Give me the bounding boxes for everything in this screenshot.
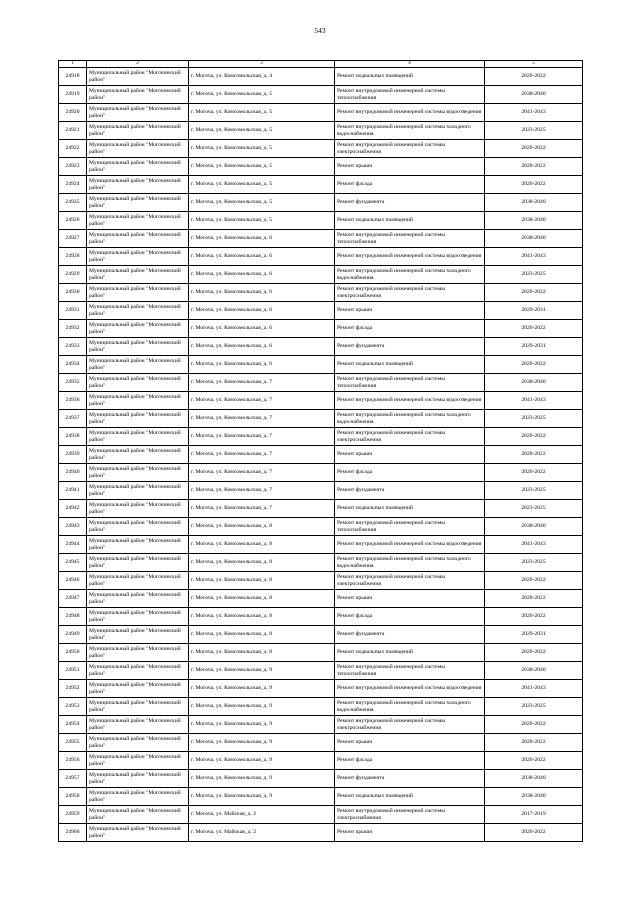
period-cell: 2020-2022: [485, 446, 583, 464]
work-type-cell: Ремонт внутридомовой инженерной системы электроснабжения: [335, 716, 485, 734]
row-id-cell: 24948: [59, 608, 87, 626]
period-cell: 2020-2022: [485, 320, 583, 338]
table-row: [59, 464, 583, 482]
table-row: [59, 590, 583, 608]
period-cell: 2023-2025: [485, 500, 583, 518]
row-id-cell: 24923: [59, 158, 87, 176]
table-row: [59, 104, 583, 122]
table-row: [59, 176, 583, 194]
municipality-cell: Муниципальный район "Могочинский район": [87, 158, 189, 176]
period-cell: 2038-2040: [485, 374, 583, 392]
period-cell: 2038-2040: [485, 230, 583, 248]
table-row: [59, 194, 583, 212]
work-type-cell: Ремонт внутридомовой инженерной системы водоотведения: [335, 392, 485, 410]
address-cell: г. Могоча, ул. Комсомольская, д. 7: [189, 428, 335, 446]
period-cell: 2023-2025: [485, 410, 583, 428]
address-cell: г. Могоча, ул. Комсомольская, д. 5: [189, 140, 335, 158]
column-number-row: [59, 61, 583, 68]
table-row: [59, 680, 583, 698]
municipality-cell: Муниципальный район "Могочинский район": [87, 824, 189, 842]
period-cell: 2020-2022: [485, 590, 583, 608]
table-row: [59, 356, 583, 374]
work-type-cell: Ремонт крыши: [335, 590, 485, 608]
table-row: [59, 662, 583, 680]
row-id-cell: 24953: [59, 698, 87, 716]
column-header: 2: [87, 61, 189, 68]
column-header: 1: [59, 61, 87, 68]
period-cell: 2041-2043: [485, 680, 583, 698]
table-row: [59, 572, 583, 590]
period-cell: 2041-2043: [485, 248, 583, 266]
table-row: [59, 428, 583, 446]
address-cell: г. Могоча, ул. Комсомольская, д. 7: [189, 500, 335, 518]
table-row: [59, 626, 583, 644]
repair-schedule-table: [58, 60, 583, 842]
address-cell: г. Могоча, ул. Комсомольская, д. 7: [189, 410, 335, 428]
work-type-cell: Ремонт внутридомовой инженерной системы водоотведения: [335, 104, 485, 122]
work-type-cell: Ремонт фундамента: [335, 482, 485, 500]
period-cell: 2038-2040: [485, 212, 583, 230]
municipality-cell: Муниципальный район "Могочинский район": [87, 662, 189, 680]
municipality-cell: Муниципальный район "Могочинский район": [87, 626, 189, 644]
table-row: [59, 248, 583, 266]
municipality-cell: Муниципальный район "Могочинский район": [87, 176, 189, 194]
column-header: 5: [485, 61, 583, 68]
row-id-cell: 24952: [59, 680, 87, 698]
work-type-cell: Ремонт крыши: [335, 824, 485, 842]
municipality-cell: Муниципальный район "Могочинский район": [87, 68, 189, 86]
period-cell: 2020-2022: [485, 644, 583, 662]
table-row: [59, 500, 583, 518]
table-row: [59, 536, 583, 554]
work-type-cell: Ремонт фасада: [335, 464, 485, 482]
municipality-cell: Муниципальный район "Могочинский район": [87, 194, 189, 212]
row-id-cell: 24933: [59, 338, 87, 356]
period-cell: 2020-2022: [485, 716, 583, 734]
address-cell: г. Могоча, ул. Комсомольская, д. 9: [189, 662, 335, 680]
column-header: 3: [189, 61, 335, 68]
period-cell: 2017-2019: [485, 806, 583, 824]
table-row: [59, 140, 583, 158]
table-row: [59, 446, 583, 464]
table-row: [59, 698, 583, 716]
address-cell: г. Могоча, ул. Комсомольская, д. 5: [189, 176, 335, 194]
table-row: [59, 86, 583, 104]
municipality-cell: Муниципальный район "Могочинский район": [87, 752, 189, 770]
address-cell: г. Могоча, ул. Комсомольская, д. 8: [189, 536, 335, 554]
table-row: [59, 374, 583, 392]
period-cell: 2038-2040: [485, 194, 583, 212]
row-id-cell: 24936: [59, 392, 87, 410]
work-type-cell: Ремонт внутридомовой инженерной системы электроснабжения: [335, 572, 485, 590]
address-cell: г. Могоча, ул. Комсомольская, д. 6: [189, 356, 335, 374]
work-type-cell: Ремонт внутридомовой инженерной системы теплоснабжения: [335, 662, 485, 680]
municipality-cell: Муниципальный район "Могочинский район": [87, 338, 189, 356]
table-row: [59, 284, 583, 302]
municipality-cell: Муниципальный район "Могочинский район": [87, 680, 189, 698]
row-id-cell: 24950: [59, 644, 87, 662]
address-cell: г. Могоча, ул. Комсомольская, д. 6: [189, 230, 335, 248]
row-id-cell: 24959: [59, 806, 87, 824]
address-cell: г. Могоча, ул. Комсомольская, д. 7: [189, 446, 335, 464]
work-type-cell: Ремонт внутридомовой инженерной системы электроснабжения: [335, 284, 485, 302]
row-id-cell: 24938: [59, 428, 87, 446]
table-row: [59, 338, 583, 356]
period-cell: 2029-2031: [485, 302, 583, 320]
period-cell: 2038-2040: [485, 662, 583, 680]
address-cell: г. Могоча, ул. Комсомольская, д. 5: [189, 104, 335, 122]
address-cell: г. Могоча, ул. Комсомольская, д. 7: [189, 464, 335, 482]
address-cell: г. Могоча, ул. Комсомольская, д. 9: [189, 788, 335, 806]
address-cell: г. Могоча, ул. Комсомольская, д. 7: [189, 392, 335, 410]
work-type-cell: Ремонт фундамента: [335, 770, 485, 788]
municipality-cell: Муниципальный район "Могочинский район": [87, 536, 189, 554]
work-type-cell: Ремонт подвальных помещений: [335, 500, 485, 518]
row-id-cell: 24942: [59, 500, 87, 518]
period-cell: 2029-2031: [485, 626, 583, 644]
address-cell: г. Могоча, ул. Комсомольская, д. 8: [189, 518, 335, 536]
address-cell: г. Могоча, ул. Комсомольская, д. 9: [189, 698, 335, 716]
period-cell: 2020-2022: [485, 734, 583, 752]
period-cell: 2020-2022: [485, 356, 583, 374]
table-row: [59, 302, 583, 320]
work-type-cell: Ремонт подвальных помещений: [335, 212, 485, 230]
row-id-cell: 24924: [59, 176, 87, 194]
municipality-cell: Муниципальный район "Могочинский район": [87, 248, 189, 266]
municipality-cell: Муниципальный район "Могочинский район": [87, 518, 189, 536]
address-cell: г. Могоча, ул. Комсомольская, д. 6: [189, 302, 335, 320]
work-type-cell: Ремонт внутридомовой инженерной системы теплоснабжения: [335, 86, 485, 104]
row-id-cell: 24951: [59, 662, 87, 680]
period-cell: 2023-2025: [485, 698, 583, 716]
work-type-cell: Ремонт подвальных помещений: [335, 788, 485, 806]
address-cell: г. Могоча, ул. Комсомольская, д. 5: [189, 194, 335, 212]
row-id-cell: 24939: [59, 446, 87, 464]
period-cell: 2041-2043: [485, 392, 583, 410]
address-cell: г. Могоча, ул. Майская, д. 2: [189, 806, 335, 824]
row-id-cell: 24944: [59, 536, 87, 554]
work-type-cell: Ремонт фундамента: [335, 338, 485, 356]
municipality-cell: Муниципальный район "Могочинский район": [87, 86, 189, 104]
table-row: [59, 716, 583, 734]
address-cell: г. Могоча, ул. Комсомольская, д. 9: [189, 680, 335, 698]
municipality-cell: Муниципальный район "Могочинский район": [87, 266, 189, 284]
row-id-cell: 24941: [59, 482, 87, 500]
work-type-cell: Ремонт внутридомовой инженерной системы электроснабжения: [335, 428, 485, 446]
row-id-cell: 24949: [59, 626, 87, 644]
table-row: [59, 518, 583, 536]
municipality-cell: Муниципальный район "Могочинский район": [87, 302, 189, 320]
municipality-cell: Муниципальный район "Могочинский район": [87, 122, 189, 140]
row-id-cell: 24943: [59, 518, 87, 536]
address-cell: г. Могоча, ул. Комсомольская, д. 9: [189, 716, 335, 734]
work-type-cell: Ремонт подвальных помещений: [335, 356, 485, 374]
page-number: 543: [314, 26, 326, 35]
table-row: [59, 644, 583, 662]
row-id-cell: 24918: [59, 68, 87, 86]
work-type-cell: Ремонт подвальных помещений: [335, 644, 485, 662]
row-id-cell: 24925: [59, 194, 87, 212]
period-cell: 2038-2040: [485, 770, 583, 788]
municipality-cell: Муниципальный район "Могочинский район": [87, 482, 189, 500]
address-cell: г. Могоча, ул. Комсомольская, д. 8: [189, 644, 335, 662]
period-cell: 2041-2043: [485, 536, 583, 554]
row-id-cell: 24957: [59, 770, 87, 788]
address-cell: г. Могоча, ул. Комсомольская, д. 7: [189, 374, 335, 392]
work-type-cell: Ремонт внутридомовой инженерной системы холодного водоснабжения: [335, 554, 485, 572]
municipality-cell: Муниципальный район "Могочинский район": [87, 356, 189, 374]
row-id-cell: 24940: [59, 464, 87, 482]
address-cell: г. Могоча, ул. Комсомольская, д. 4: [189, 68, 335, 86]
address-cell: г. Могоча, ул. Комсомольская, д. 5: [189, 122, 335, 140]
address-cell: г. Могоча, ул. Комсомольская, д. 6: [189, 248, 335, 266]
table-row: [59, 752, 583, 770]
row-id-cell: 24932: [59, 320, 87, 338]
row-id-cell: 24930: [59, 284, 87, 302]
period-cell: 2020-2022: [485, 428, 583, 446]
table-row: [59, 158, 583, 176]
municipality-cell: Муниципальный район "Могочинский район": [87, 464, 189, 482]
period-cell: 2038-2040: [485, 86, 583, 104]
address-cell: г. Могоча, ул. Комсомольская, д. 6: [189, 284, 335, 302]
table-row: [59, 806, 583, 824]
address-cell: г. Могоча, ул. Комсомольская, д. 8: [189, 572, 335, 590]
period-cell: 2023-2025: [485, 122, 583, 140]
address-cell: г. Могоча, ул. Комсомольская, д. 8: [189, 608, 335, 626]
municipality-cell: Муниципальный район "Могочинский район": [87, 554, 189, 572]
work-type-cell: Ремонт внутридомовой инженерной системы холодного водоснабжения: [335, 698, 485, 716]
period-cell: 2023-2025: [485, 482, 583, 500]
work-type-cell: Ремонт фундамента: [335, 194, 485, 212]
address-cell: г. Могоча, ул. Комсомольская, д. 9: [189, 734, 335, 752]
row-id-cell: 24958: [59, 788, 87, 806]
table-row: [59, 212, 583, 230]
work-type-cell: Ремонт крыши: [335, 734, 485, 752]
work-type-cell: Ремонт крыши: [335, 158, 485, 176]
period-cell: 2038-2040: [485, 788, 583, 806]
work-type-cell: Ремонт внутридомовой инженерной системы электроснабжения: [335, 806, 485, 824]
municipality-cell: Муниципальный район "Могочинский район": [87, 644, 189, 662]
municipality-cell: Муниципальный район "Могочинский район": [87, 734, 189, 752]
work-type-cell: Ремонт внутридомовой инженерной системы холодного водоснабжения: [335, 266, 485, 284]
municipality-cell: Муниципальный район "Могочинский район": [87, 806, 189, 824]
municipality-cell: Муниципальный район "Могочинский район": [87, 374, 189, 392]
work-type-cell: Ремонт фасада: [335, 320, 485, 338]
municipality-cell: Муниципальный район "Могочинский район": [87, 770, 189, 788]
period-cell: 2029-2031: [485, 338, 583, 356]
work-type-cell: Ремонт внутридомовой инженерной системы водоотведения: [335, 536, 485, 554]
period-cell: 2038-2040: [485, 518, 583, 536]
table-row: [59, 482, 583, 500]
row-id-cell: 24954: [59, 716, 87, 734]
period-cell: 2020-2022: [485, 608, 583, 626]
row-id-cell: 24921: [59, 122, 87, 140]
work-type-cell: Ремонт фасада: [335, 608, 485, 626]
row-id-cell: 24919: [59, 86, 87, 104]
address-cell: г. Могоча, ул. Комсомольская, д. 5: [189, 212, 335, 230]
table-row: [59, 788, 583, 806]
period-cell: 2020-2022: [485, 824, 583, 842]
municipality-cell: Муниципальный район "Могочинский район": [87, 698, 189, 716]
row-id-cell: 24956: [59, 752, 87, 770]
table-row: [59, 266, 583, 284]
row-id-cell: 24937: [59, 410, 87, 428]
column-header: 4: [335, 61, 485, 68]
row-id-cell: 24960: [59, 824, 87, 842]
work-type-cell: Ремонт внутридомовой инженерной системы электроснабжения: [335, 140, 485, 158]
row-id-cell: 24928: [59, 248, 87, 266]
municipality-cell: Муниципальный район "Могочинский район": [87, 788, 189, 806]
row-id-cell: 24934: [59, 356, 87, 374]
table-row: [59, 770, 583, 788]
table-row: [59, 320, 583, 338]
municipality-cell: Муниципальный район "Могочинский район": [87, 428, 189, 446]
period-cell: 2020-2022: [485, 464, 583, 482]
address-cell: г. Могоча, ул. Комсомольская, д. 6: [189, 266, 335, 284]
municipality-cell: Муниципальный район "Могочинский район": [87, 320, 189, 338]
address-cell: г. Могоча, ул. Комсомольская, д. 8: [189, 590, 335, 608]
municipality-cell: Муниципальный район "Могочинский район": [87, 140, 189, 158]
address-cell: г. Могоча, ул. Комсомольская, д. 6: [189, 338, 335, 356]
address-cell: г. Могоча, ул. Комсомольская, д. 8: [189, 554, 335, 572]
municipality-cell: Муниципальный район "Могочинский район": [87, 590, 189, 608]
address-cell: г. Могоча, ул. Майская, д. 2: [189, 824, 335, 842]
row-id-cell: 24926: [59, 212, 87, 230]
address-cell: г. Могоча, ул. Комсомольская, д. 5: [189, 86, 335, 104]
work-type-cell: Ремонт внутридомовой инженерной системы теплоснабжения: [335, 518, 485, 536]
period-cell: 2041-2043: [485, 104, 583, 122]
row-id-cell: 24927: [59, 230, 87, 248]
address-cell: г. Могоча, ул. Комсомольская, д. 9: [189, 770, 335, 788]
work-type-cell: Ремонт крыши: [335, 446, 485, 464]
municipality-cell: Муниципальный район "Могочинский район": [87, 500, 189, 518]
work-type-cell: Ремонт внутридомовой инженерной системы холодного водоснабжения: [335, 122, 485, 140]
work-type-cell: Ремонт фасада: [335, 176, 485, 194]
row-id-cell: 24946: [59, 572, 87, 590]
table-row: [59, 608, 583, 626]
table-row: [59, 68, 583, 86]
municipality-cell: Муниципальный район "Могочинский район": [87, 572, 189, 590]
work-type-cell: Ремонт внутридомовой инженерной системы теплоснабжения: [335, 230, 485, 248]
municipality-cell: Муниципальный район "Могочинский район": [87, 212, 189, 230]
period-cell: 2023-2025: [485, 554, 583, 572]
period-cell: 2020-2022: [485, 176, 583, 194]
address-cell: г. Могоча, ул. Комсомольская, д. 6: [189, 320, 335, 338]
municipality-cell: Муниципальный район "Могочинский район": [87, 104, 189, 122]
work-type-cell: Ремонт внутридомовой инженерной системы водоотведения: [335, 680, 485, 698]
address-cell: г. Могоча, ул. Комсомольская, д. 8: [189, 626, 335, 644]
municipality-cell: Муниципальный район "Могочинский район": [87, 230, 189, 248]
work-type-cell: Ремонт внутридомовой инженерной системы теплоснабжения: [335, 374, 485, 392]
table-body: [59, 68, 583, 842]
period-cell: 2020-2022: [485, 140, 583, 158]
period-cell: 2020-2022: [485, 68, 583, 86]
row-id-cell: 24935: [59, 374, 87, 392]
table-row: [59, 824, 583, 842]
table-row: [59, 410, 583, 428]
municipality-cell: Муниципальный район "Могочинский район": [87, 392, 189, 410]
address-cell: г. Могоча, ул. Комсомольская, д. 9: [189, 752, 335, 770]
municipality-cell: Муниципальный район "Могочинский район": [87, 410, 189, 428]
work-type-cell: Ремонт фасада: [335, 752, 485, 770]
row-id-cell: 24955: [59, 734, 87, 752]
address-cell: г. Могоча, ул. Комсомольская, д. 5: [189, 158, 335, 176]
table-row: [59, 230, 583, 248]
row-id-cell: 24945: [59, 554, 87, 572]
table-row: [59, 392, 583, 410]
municipality-cell: Муниципальный район "Могочинский район": [87, 446, 189, 464]
table-row: [59, 122, 583, 140]
municipality-cell: Муниципальный район "Могочинский район": [87, 284, 189, 302]
period-cell: 2020-2022: [485, 284, 583, 302]
work-type-cell: Ремонт фундамента: [335, 626, 485, 644]
municipality-cell: Муниципальный район "Могочинский район": [87, 716, 189, 734]
period-cell: 2023-2025: [485, 266, 583, 284]
work-type-cell: Ремонт крыши: [335, 302, 485, 320]
row-id-cell: 24922: [59, 140, 87, 158]
row-id-cell: 24931: [59, 302, 87, 320]
period-cell: 2020-2022: [485, 158, 583, 176]
period-cell: 2020-2022: [485, 752, 583, 770]
table-row: [59, 554, 583, 572]
row-id-cell: 24947: [59, 590, 87, 608]
municipality-cell: Муниципальный район "Могочинский район": [87, 608, 189, 626]
address-cell: г. Могоча, ул. Комсомольская, д. 7: [189, 482, 335, 500]
work-type-cell: Ремонт внутридомовой инженерной системы водоотведения: [335, 248, 485, 266]
work-type-cell: Ремонт подвальных помещений: [335, 68, 485, 86]
row-id-cell: 24929: [59, 266, 87, 284]
row-id-cell: 24920: [59, 104, 87, 122]
period-cell: 2020-2022: [485, 572, 583, 590]
work-type-cell: Ремонт внутридомовой инженерной системы холодного водоснабжения: [335, 410, 485, 428]
table-row: [59, 734, 583, 752]
